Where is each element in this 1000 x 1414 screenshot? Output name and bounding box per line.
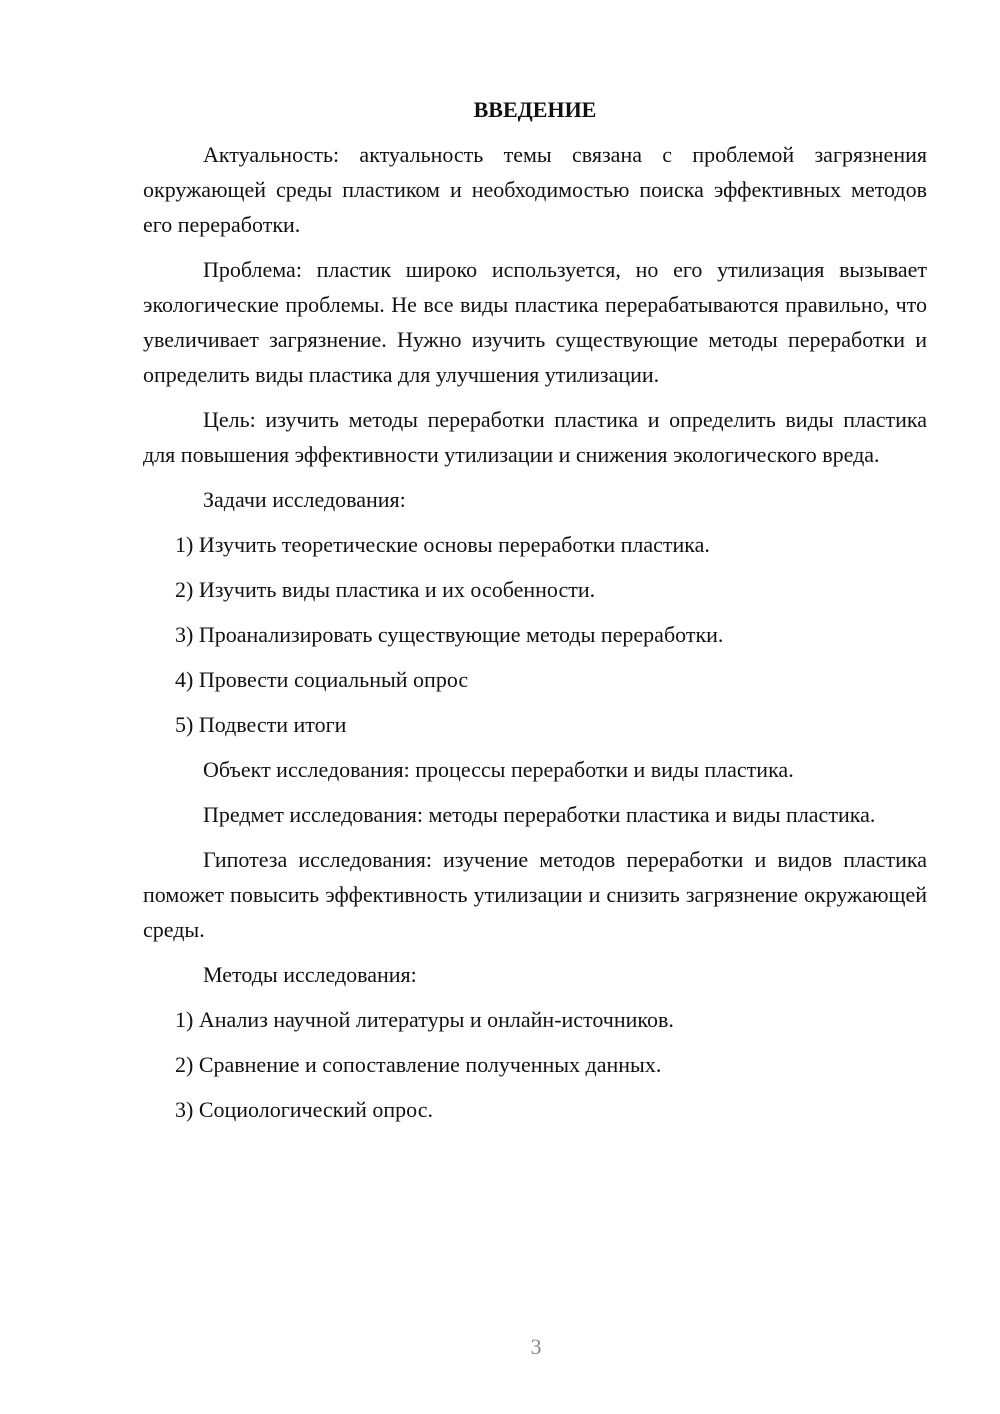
task-item: 4) Провести социальный опрос [175,667,469,692]
page-content [143,92,927,1127]
tasks-label: Задачи исследования: [203,487,406,512]
object-paragraph: Объект исследования: процессы переработки и виды пластика. [203,757,794,782]
hypothesis-paragraph: Гипотеза исследования: изучение методов переработки и видов пластика поможет повысить эффективность утилизации и снизить загрязнение окружающей среды. [143,847,927,942]
method-item: 1) Анализ научной литературы и онлайн-источников. [175,1007,674,1032]
relevance-paragraph: Актуальность: актуальность темы связана с проблемой загрязнения окружающей среды пластиком и необходимостью поиска эффективных методов его переработки. [143,142,927,237]
method-item: 3) Социологический опрос. [175,1097,433,1122]
page-number: 3 [530,1334,542,1359]
method-item: 2) Сравнение и сопоставление полученных данных. [175,1052,662,1077]
methods-label: Методы исследования: [203,962,417,987]
subject-paragraph: Предмет исследования: методы переработки пластика и виды пластика. [203,802,876,827]
task-item: 1) Изучить теоретические основы переработки пластика. [175,532,710,557]
page-title: ВВЕДЕНИЕ [473,97,597,122]
problem-paragraph: Проблема: пластик широко используется, но его утилизация вызывает экологические проблемы. Не все виды пластика перерабатываются правильно, что увеличивает загрязнение. Нужно изучить существующие методы переработки и определить виды пластика для улучшения утилизации. [143,257,927,387]
goal-paragraph: Цель: изучить методы переработки пластика и определить виды пластика для повышения эффективности утилизации и снижения экологического вреда. [143,407,927,467]
task-item: 5) Подвести итоги [175,712,347,737]
task-item: 3) Проанализировать существующие методы переработки. [175,622,724,647]
task-item: 2) Изучить виды пластика и их особенности. [175,577,596,602]
